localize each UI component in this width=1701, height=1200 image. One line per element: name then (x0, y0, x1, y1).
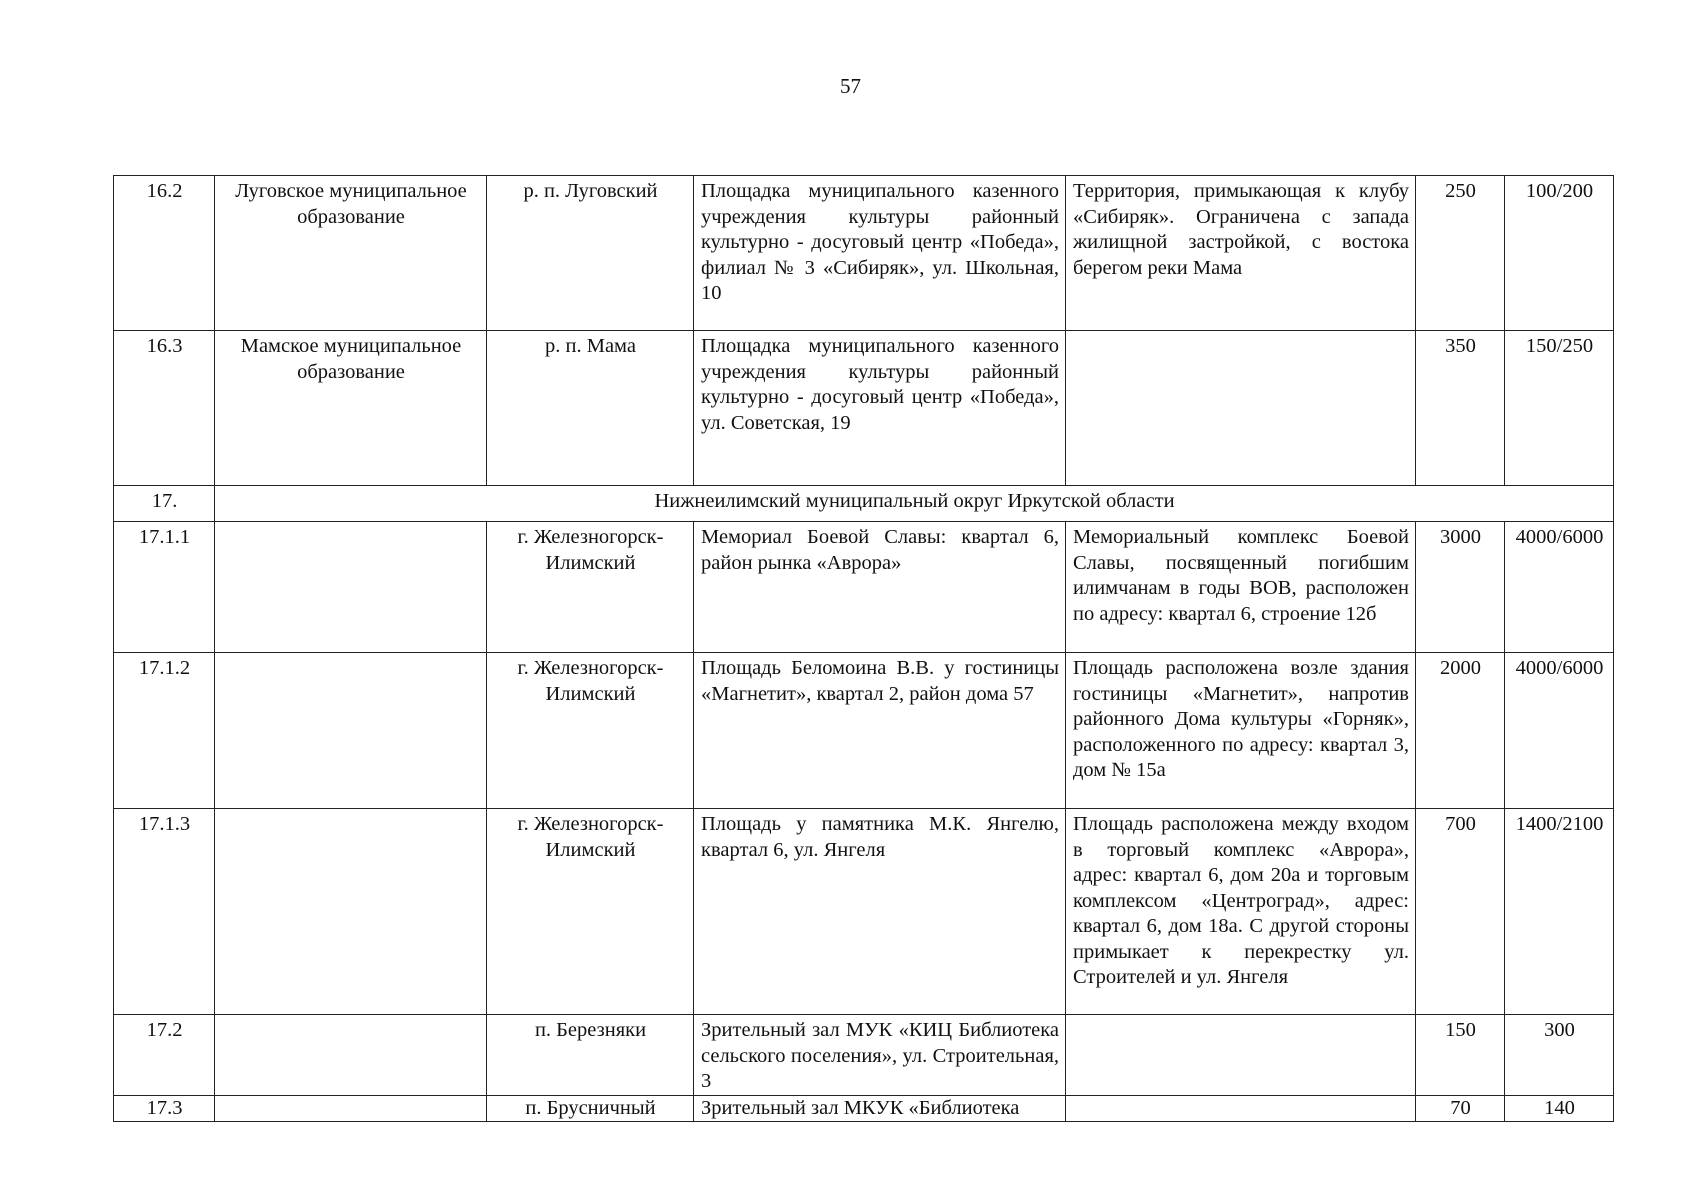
place-cell: Площадь у памятника М.К. Янгелю, квартал 6, ул. Янгеля (694, 809, 1066, 1015)
municipality-cell (215, 1015, 487, 1096)
section-title: Нижнеилимский муниципальный округ Иркутской области (215, 486, 1614, 522)
venues-table (113, 175, 1614, 1122)
area-cell: 140 (1505, 1095, 1614, 1122)
settlement-cell: р. п. Мама (487, 331, 694, 486)
municipality-cell (215, 1095, 487, 1122)
row-number: 17.1.1 (114, 522, 215, 653)
area-cell: 300 (1505, 1015, 1614, 1096)
municipality-cell (215, 809, 487, 1015)
settlement-cell: п. Брусничный (487, 1095, 694, 1122)
area-cell: 100/200 (1505, 176, 1614, 331)
capacity-cell: 250 (1416, 176, 1505, 331)
capacity-cell: 2000 (1416, 653, 1505, 809)
description-cell (1066, 331, 1416, 486)
place-cell: Площадь Беломоина В.В. у гостиницы «Магнетит», квартал 2, район дома 57 (694, 653, 1066, 809)
place-cell: Мемориал Боевой Славы: квартал 6, район рынка «Аврора» (694, 522, 1066, 653)
capacity-cell: 3000 (1416, 522, 1505, 653)
row-number: 17.2 (114, 1015, 215, 1096)
description-cell (1066, 1015, 1416, 1096)
row-number: 17.1.3 (114, 809, 215, 1015)
row-number: 16.3 (114, 331, 215, 486)
municipality-cell: Луговское муниципальное образование (215, 176, 487, 331)
area-cell: 1400/2100 (1505, 809, 1614, 1015)
place-cell: Зрительный зал МКУК «Библиотека (694, 1095, 1066, 1122)
table-row (114, 331, 1614, 486)
settlement-cell: г. Железногорск-Илимский (487, 809, 694, 1015)
table-row (114, 1095, 1614, 1122)
capacity-cell: 350 (1416, 331, 1505, 486)
area-cell: 4000/6000 (1505, 653, 1614, 809)
section-row (114, 486, 1614, 522)
description-cell: Площадь расположена возле здания гостиницы «Магнетит», напротив районного Дома культуры «Горняк», расположенного по адресу: квартал 3, дом № 15а (1066, 653, 1416, 809)
description-cell: Территория, примыкающая к клубу «Сибиряк». Ограничена с запада жилищной застройкой, с востока берегом реки Мама (1066, 176, 1416, 331)
settlement-cell: п. Березняки (487, 1015, 694, 1096)
area-cell: 4000/6000 (1505, 522, 1614, 653)
place-cell: Площадка муниципального казенного учреждения культуры районный культурно - досуговый центр «Победа», ул. Советская, 19 (694, 331, 1066, 486)
area-cell: 150/250 (1505, 331, 1614, 486)
table-row (114, 176, 1614, 331)
row-number: 17.1.2 (114, 653, 215, 809)
municipality-cell (215, 653, 487, 809)
settlement-cell: г. Железногорск-Илимский (487, 522, 694, 653)
settlement-cell: р. п. Луговский (487, 176, 694, 331)
table-row (114, 522, 1614, 653)
municipality-cell (215, 522, 487, 653)
table-row (114, 653, 1614, 809)
row-number: 17. (114, 486, 215, 522)
description-cell: Площадь расположена между входом в торговый комплекс «Аврора», адрес: квартал 6, дом 20а и торговым комплексом «Центроград», адрес: квартал 6, дом 18а. С другой стороны примыкает к перекрестку ул. Строителей и ул. Янгеля (1066, 809, 1416, 1015)
settlement-cell: г. Железногорск-Илимский (487, 653, 694, 809)
place-cell: Площадка муниципального казенного учреждения культуры районный культурно - досуговый центр «Победа», филиал № 3 «Сибиряк», ул. Школьная, 10 (694, 176, 1066, 331)
row-number: 17.3 (114, 1095, 215, 1122)
page-number: 57 (840, 74, 861, 98)
description-cell (1066, 1095, 1416, 1122)
capacity-cell: 70 (1416, 1095, 1505, 1122)
place-cell: Зрительный зал МУК «КИЦ Библиотека сельского поселения», ул. Строительная, 3 (694, 1015, 1066, 1096)
table-row (114, 809, 1614, 1015)
municipality-cell: Мамское муниципальное образование (215, 331, 487, 486)
description-cell: Мемориальный комплекс Боевой Славы, посвященный погибшим илимчанам в годы ВОВ, расположен по адресу: квартал 6, строение 12б (1066, 522, 1416, 653)
table-row (114, 1015, 1614, 1096)
capacity-cell: 150 (1416, 1015, 1505, 1096)
capacity-cell: 700 (1416, 809, 1505, 1015)
row-number: 16.2 (114, 176, 215, 331)
